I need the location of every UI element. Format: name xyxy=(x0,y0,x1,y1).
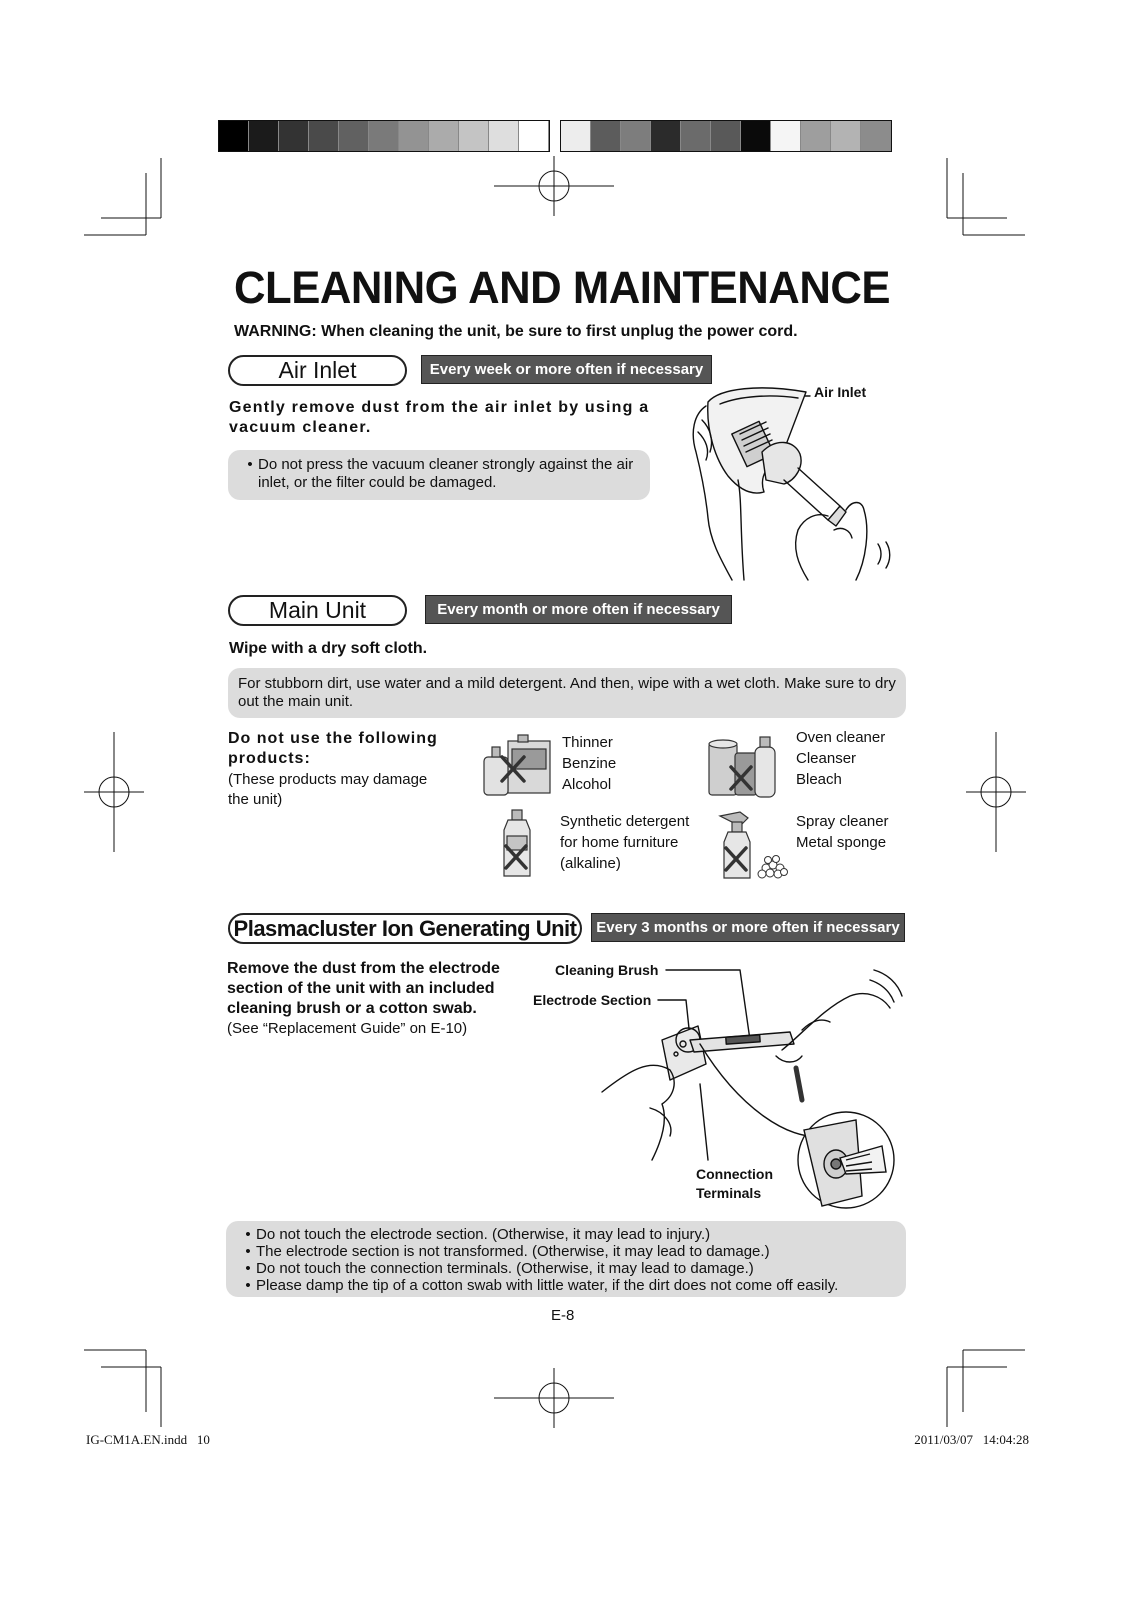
footer-timestamp: 2011/03/07 14:04:28 xyxy=(914,1432,1029,1447)
air-inlet-callout: Air Inlet xyxy=(814,384,867,400)
cleaning-brush-callout: Cleaning Brush xyxy=(555,962,659,978)
electrode-cleaning-illustration xyxy=(590,960,910,1210)
cleaner-containers-icon xyxy=(705,735,780,800)
cleaner-labels xyxy=(796,727,885,790)
product-label-benzine: Benzine xyxy=(562,755,617,772)
registration-target-left xyxy=(84,732,144,852)
main-unit-note: For stubborn dirt, use water and a mild detergent. And then, wipe with a wet cloth. Make sure to dry out the main unit. xyxy=(238,675,896,710)
detergent-bottle-icon xyxy=(498,810,538,880)
air-inlet-heading: Air Inlet xyxy=(228,355,407,386)
product-label-oven-cleaner: Oven cleaner xyxy=(796,729,886,746)
product-label-synthetic-detergent: Synthetic detergent xyxy=(560,813,690,830)
detergent-labels xyxy=(560,811,689,874)
product-label-home-furniture: for home furniture xyxy=(560,834,679,851)
spray-sponge-icon xyxy=(718,810,790,880)
power-warning: WARNING: When cleaning the unit, be sure to first unplug the power cord. xyxy=(234,323,798,340)
main-unit-heading: Main Unit xyxy=(228,595,407,626)
replacement-guide-reference: (See “Replacement Guide” on E-10) xyxy=(227,1020,468,1037)
product-label-cleanser: Cleanser xyxy=(796,750,857,767)
plasmacluster-note-1: • Do not touch the electrode section. (Otherwise, it may lead to injury.) xyxy=(240,1226,896,1243)
prohibited-products-heading: Do not use the following products: xyxy=(228,730,438,767)
air-inlet-note-box xyxy=(228,450,650,500)
product-label-alcohol: Alcohol xyxy=(562,776,612,793)
vacuum-cleaning-illustration xyxy=(680,380,910,590)
product-label-alkaline: (alkaline) xyxy=(560,855,621,872)
product-label-bleach: Bleach xyxy=(796,771,842,788)
plasmacluster-heading: Plasmacluster Ion Generating Unit xyxy=(228,913,582,944)
product-label-metal-sponge: Metal sponge xyxy=(796,834,887,851)
registration-target-bottom xyxy=(494,1368,614,1428)
product-label-thinner: Thinner xyxy=(562,734,613,751)
connection-terminals-callout: Connection Terminals xyxy=(696,1166,773,1201)
solvent-labels xyxy=(562,732,616,795)
air-inlet-note: • Do not press the vacuum cleaner strongly against the air inlet, or the filter could be damaged. xyxy=(242,456,638,492)
registration-target-top xyxy=(494,156,614,216)
main-unit-instruction: Wipe with a dry soft cloth. xyxy=(229,640,428,657)
footer-file-name: IG-CM1A.EN.indd 10 xyxy=(86,1432,210,1447)
registration-target-right xyxy=(966,732,1026,852)
prohibited-products-detail: (These products may damage the unit) xyxy=(228,771,428,808)
plasmacluster-note-2: • The electrode section is not transformed. (Otherwise, it may lead to damage.) xyxy=(240,1243,896,1260)
plasmacluster-note-4: • Please damp the tip of a cotton swab with little water, if the dirt does not come off easily. xyxy=(240,1277,896,1294)
plasmacluster-notes-box xyxy=(226,1221,906,1297)
main-unit-frequency-badge: Every month or more often if necessary xyxy=(425,595,732,624)
product-label-spray-cleaner: Spray cleaner xyxy=(796,813,889,830)
solvent-bottles-icon xyxy=(482,735,557,800)
main-unit-note-box xyxy=(228,668,906,718)
plasmacluster-note-3: • Do not touch the connection terminals. (Otherwise, it may lead to damage.) xyxy=(240,1260,896,1277)
air-inlet-instruction: Gently remove dust from the air inlet by using a vacuum cleaner. xyxy=(229,399,650,436)
air-inlet-frequency-badge: Every week or more often if necessary xyxy=(421,355,712,384)
electrode-section-callout: Electrode Section xyxy=(533,992,652,1008)
plasmacluster-instruction: Remove the dust from the electrode section of the unit with an included cleaning brush or a cotton swab. xyxy=(227,960,500,1017)
page-number: E-8 xyxy=(551,1307,575,1324)
spray-labels xyxy=(796,811,889,853)
plasmacluster-frequency-badge: Every 3 months or more often if necessary xyxy=(591,913,905,942)
page-title: CLEANING AND MAINTENANCE xyxy=(234,262,891,313)
